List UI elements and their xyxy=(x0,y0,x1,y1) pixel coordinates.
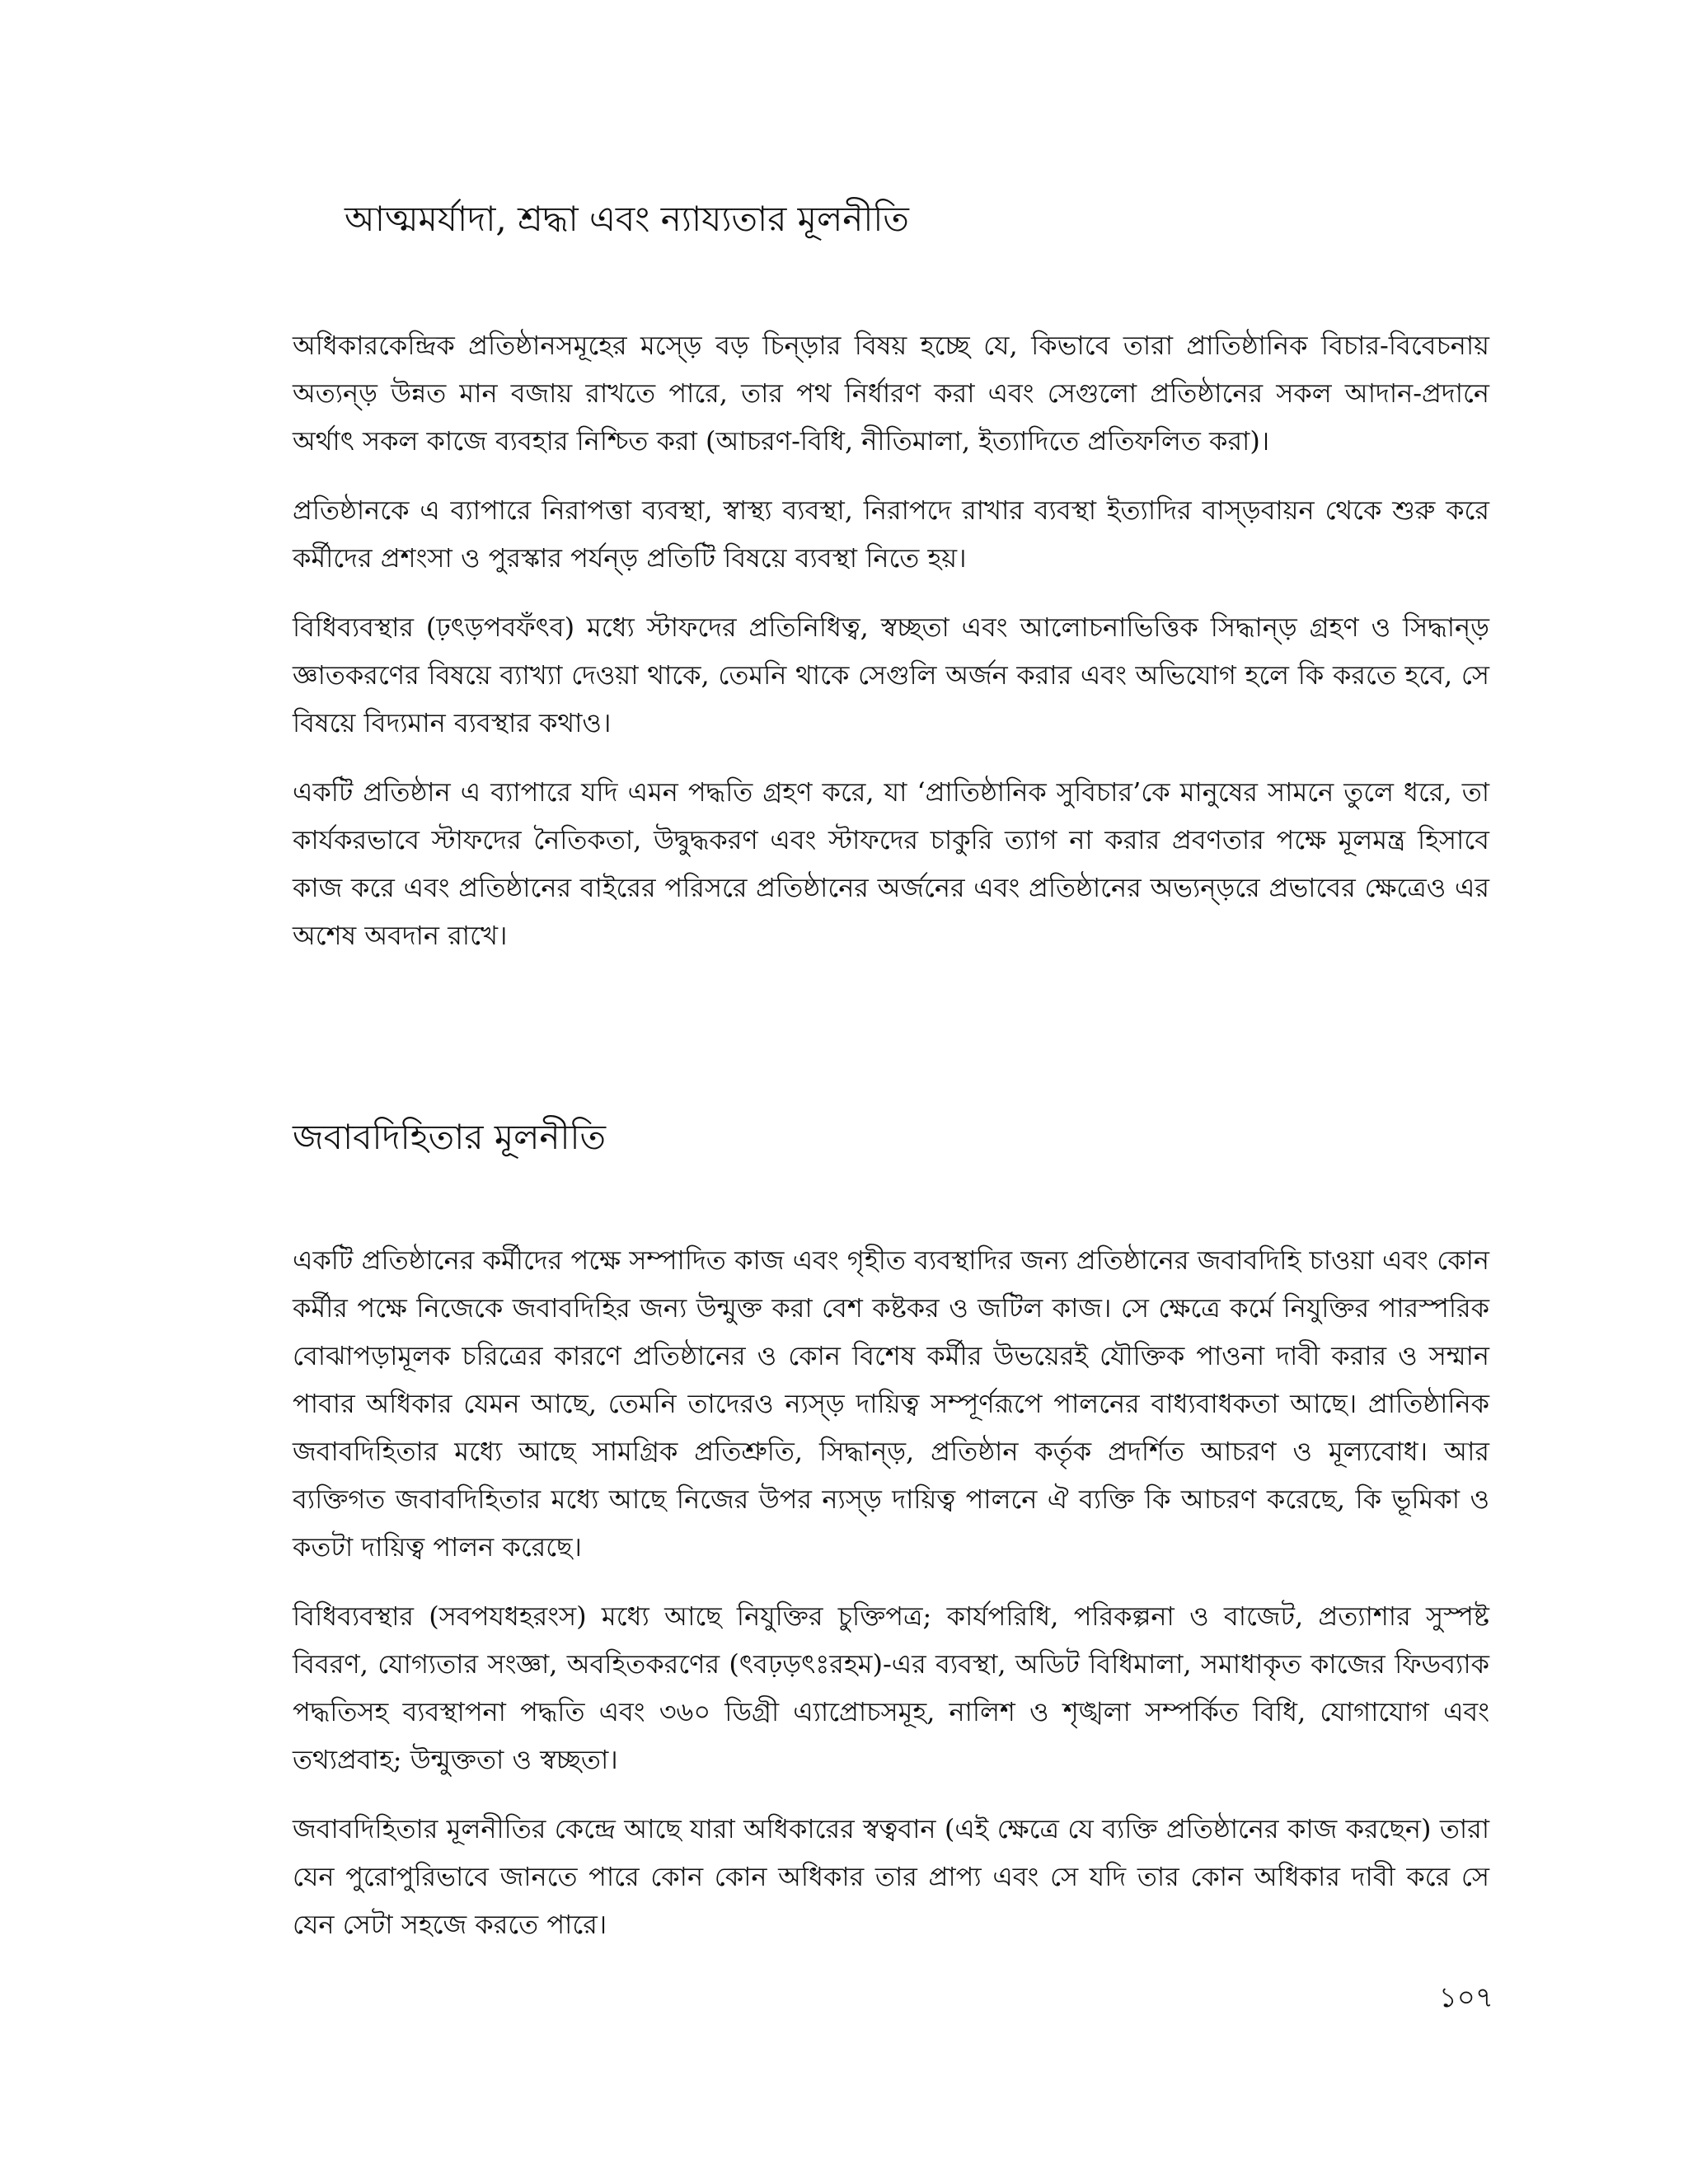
paragraph: একটি প্রতিষ্ঠান এ ব্যাপারে যদি এমন পদ্ধতি গ্রহণ করে, যা ‘প্রাতিষ্ঠানিক সুবিচার’কে মানুষের সামনে তুলে ধরে, তা কার্যকরভাবে স্টাফদের নৈতিকতা, উদ্বুদ্ধকরণ এবং স্টাফদের চাকুরি ত্যাগ না করার প্রবণতার পক্ষে মূলমন্ত্র হিসাবে কাজ করে এবং প্রতিষ্ঠানের বাইরের পরিসরে প্রতিষ্ঠানের অর্জনের এবং প্রতিষ্ঠানের অভ্যন্ড়রে প্রভাবের ক্ষেত্রেও এর অশেষ অবদান রাখে। xyxy=(293,776,1489,951)
section-heading-dignity-respect-fairness: আত্মমর্যাদা, শ্রদ্ধা এবং ন্যায্যতার মূলনীতি xyxy=(345,199,909,239)
paragraph: জবাবদিহিতার মূলনীতির কেন্দ্রে আছে যারা অধিকারের স্বত্ববান (এই ক্ষেত্রে যে ব্যক্তি প্রতিষ্ঠানের কাজ করছেন) তারা যেন পুরোপুরিভাবে জানতে পারে কোন কোন অধিকার তার প্রাপ্য এবং সে যদি তার কোন অধিকার দাবী করে সে যেন সেটা সহজে করতে পারে। xyxy=(293,1813,1489,1940)
paragraph: বিধিব্যবস্থার (ঢ়ৎড়পবফঁৎব) মধ্যে স্টাফদের প্রতিনিধিত্ব, স্বচ্ছতা এবং আলোচনাভিত্তিক সিদ্ধান্ড় গ্রহণ ও সিদ্ধান্ড় জ্ঞাতকরণের বিষয়ে ব্যাখ্যা দেওয়া থাকে, তেমনি থাকে সেগুলি অর্জন করার এবং অভিযোগ হলে কি করতে হবে, সে বিষয়ে বিদ্যমান ব্যবস্থার কথাও। xyxy=(293,612,1489,738)
page-number: ১০৭ xyxy=(1438,1981,1493,2014)
paragraph: বিধিব্যবস্থার (সবপযধহরংস) মধ্যে আছে নিযুক্তির চুক্তিপত্র; কার্যপরিধি, পরিকল্পনা ও বাজেট, প্রত্যাশার সুস্পষ্ট বিবরণ, যোগ্যতার সংজ্ঞা, অবহিতকরণের (ৎবঢ়ড়ৎঃরহম)-এর ব্যবস্থা, অডিট বিধিমালা, সমাধাকৃত কাজের ফিডব্যাক পদ্ধতিসহ ব্যবস্থাপনা পদ্ধতি এবং ৩৬০ ডিগ্রী এ্যাপ্রোচসমূহ, নালিশ ও শৃঙ্খলা সম্পর্কিত বিধি, যোগাযোগ এবং তথ্যপ্রবাহ; উন্মুক্ততা ও স্বচ্ছতা। xyxy=(293,1601,1489,1775)
paragraph: অধিকারকেন্দ্রিক প্রতিষ্ঠানসমূহের মস্ড়ে বড় চিন্ড়ার বিষয় হচ্ছে যে, কিভাবে তারা প্রাতিষ্ঠানিক বিচার-বিবেচনায় অত্যন্ড় উন্নত মান বজায় রাখতে পারে, তার পথ নির্ধারণ করা এবং সেগুলো প্রতিষ্ঠানের সকল আদান-প্রদানে অর্থাৎ সকল কাজে ব্যবহার নিশ্চিত করা (আচরণ-বিধি, নীতিমালা, ইত্যাদিতে প্রতিফলিত করা)। xyxy=(293,330,1489,457)
paragraph: একটি প্রতিষ্ঠানের কর্মীদের পক্ষে সম্পাদিত কাজ এবং গৃহীত ব্যবস্থাদির জন্য প্রতিষ্ঠানের জবাবদিহি চাওয়া এবং কোন কর্মীর পক্ষে নিজেকে জবাবদিহির জন্য উন্মুক্ত করা বেশ কষ্টকর ও জটিল কাজ। সে ক্ষেত্রে কর্মে নিযুক্তির পারস্পরিক বোঝাপড়ামূলক চরিত্রের কারণে প্রতিষ্ঠানের ও কোন বিশেষ কর্মীর উভয়েরই যৌক্তিক পাওনা দাবী করার ও সম্মান পাবার অধিকার যেমন আছে, তেমনি তাদেরও ন্যস্ড় দায়িত্ব সম্পূর্ণরূপে পালনের বাধ্যবাধকতা আছে। প্রাতিষ্ঠানিক জবাবদিহিতার মধ্যে আছে সামগ্রিক প্রতিশ্রুতি, সিদ্ধান্ড়, প্রতিষ্ঠান কর্তৃক প্রদর্শিত আচরণ ও মূল্যবোধ। আর ব্যক্তিগত জবাবদিহিতার মধ্যে আছে নিজের উপর ন্যস্ড় দায়িত্ব পালনে ঐ ব্যক্তি কি আচরণ করেছে, কি ভূমিকা ও কতটা দায়িত্ব পালন করেছে। xyxy=(293,1244,1489,1563)
section-heading-accountability: জবাবদিহিতার মূলনীতি xyxy=(293,1117,607,1157)
paragraph: প্রতিষ্ঠানকে এ ব্যাপারে নিরাপত্তা ব্যবস্থা, স্বাস্থ্য ব্যবস্থা, নিরাপদে রাখার ব্যবস্থা ইত্যাদির বাস্ড়বায়ন থেকে শুরু করে কর্মীদের প্রশংসা ও পুরস্কার পর্যন্ড় প্রতিটি বিষয়ে ব্যবস্থা নিতে হয়। xyxy=(293,494,1489,574)
section-body-accountability xyxy=(293,1236,1489,1970)
section-body-dignity-respect-fairness xyxy=(293,321,1489,981)
